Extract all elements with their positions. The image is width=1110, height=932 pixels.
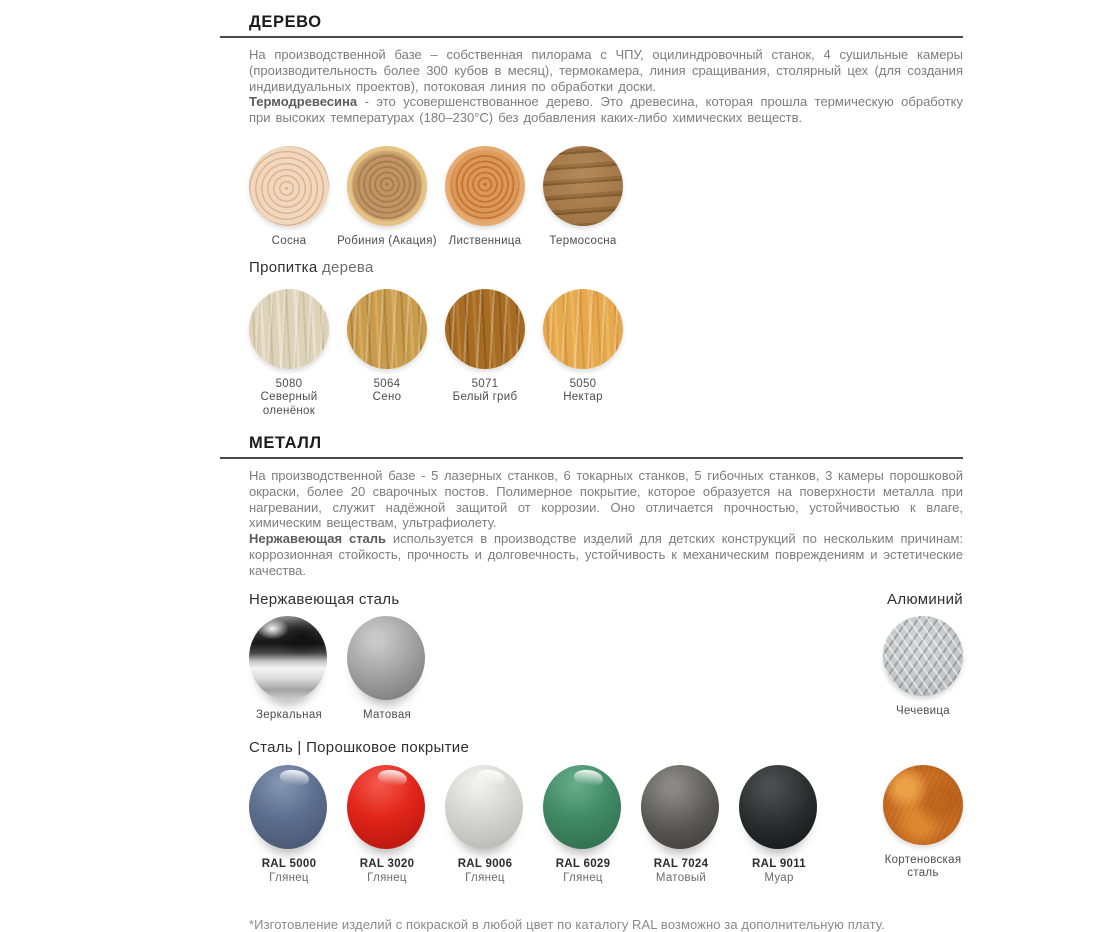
wood-type-item xyxy=(543,146,623,249)
corten-label xyxy=(861,854,985,881)
ral-code: RAL 3020 xyxy=(359,857,415,870)
stain-swatch-5071 xyxy=(445,289,525,369)
ral-footnote: *Изготовление изделий с покраской в любой цвет по каталогу RAL возможно за дополнительную плату. xyxy=(249,916,885,932)
wood-swatch-thermopine xyxy=(543,146,623,226)
impregnation-item xyxy=(249,289,329,419)
aluminum-title: Алюминий xyxy=(887,591,963,609)
wood-type-item xyxy=(445,146,525,249)
stain-name: Сено xyxy=(372,391,402,404)
metal-lead-term: Нержавеющая сталь xyxy=(249,531,387,547)
impregnation-item xyxy=(347,289,427,405)
ral-swatch-9006 xyxy=(445,765,523,849)
ral-finish: Глянец xyxy=(367,872,407,885)
ral-swatch-7024 xyxy=(641,765,719,849)
ral-finish: Глянец xyxy=(465,872,505,885)
metal-intro-paragraph xyxy=(249,468,963,578)
stainless-item xyxy=(249,616,329,723)
aluminum-label: Чечевица xyxy=(896,704,950,717)
wood-swatch-pine xyxy=(249,146,329,226)
wood-type-label: Термососна xyxy=(549,234,617,247)
ral-code: RAL 6029 xyxy=(555,857,611,870)
stain-name: Северный оленёнок xyxy=(260,391,318,417)
powder-item xyxy=(641,765,721,886)
ral-code: RAL 5000 xyxy=(261,857,317,870)
metal-lead-line xyxy=(249,531,963,578)
corten-name: Кортеновская сталь xyxy=(884,853,962,880)
impregnation-title xyxy=(249,260,963,277)
stainless-title: Нержавеющая сталь xyxy=(249,591,400,609)
ral-swatch-9011 xyxy=(739,765,817,849)
ral-code: RAL 7024 xyxy=(653,857,709,870)
wood-type-label: Робиния (Акация) xyxy=(337,234,437,247)
wood-type-item xyxy=(337,146,437,249)
ral-label xyxy=(717,858,841,886)
wood-intro-text: На производственной базе – собственная пилорама с ЧПУ, оцилиндровочный станок, 4 сушильные камеры (производительность более 300 кубов в месяц), термокамера, линия сращивания, столярный цех (для создания индивидуальных проектов), потоковая линия по обработки доски. xyxy=(249,47,963,94)
powder-row xyxy=(249,765,963,886)
stainless-row xyxy=(249,616,963,723)
ral-finish: Муар xyxy=(764,872,794,885)
stain-swatch-5080 xyxy=(249,289,329,369)
metal-intro-text: На производственной базе - 5 лазерных станков, 6 токарных станков, 5 гибочных станков, 3 камеры порошковой окраски, более 20 сварочных постов. Полимерное покрытие, которое образуется на поверхности металла при нагревании, служит надёжной защитой от коррозии. Оно отличается прочностью, устойчивостью к влаге, химическим веществам, ультрафиолету. xyxy=(249,468,963,531)
corten-swatch xyxy=(883,765,963,845)
wood-swatch-larch xyxy=(445,146,525,226)
wood-type-label: Сосна xyxy=(271,234,307,247)
ral-swatch-6029 xyxy=(543,765,621,849)
wood-swatch-acacia xyxy=(347,146,427,226)
impregnation-item xyxy=(543,289,623,405)
wood-section-title: ДЕРЕВО xyxy=(249,13,322,31)
metal-lead-rest: используется в производстве изделий для детских конструкций по нескольким причинам: коррозионная стойкость, прочность и долговечность, устойчивость к механическим повреждениям и эстетические качества. xyxy=(249,531,964,578)
stain-code: 5064 xyxy=(373,377,401,390)
impregnation-row xyxy=(249,289,963,419)
impregnation-title-strong: Пропитка xyxy=(249,259,318,277)
wood-section xyxy=(249,13,963,418)
steel-label: Матовая xyxy=(362,708,412,721)
stain-code: 5071 xyxy=(471,377,499,390)
steel-swatch-matte xyxy=(347,616,425,700)
aluminum-item xyxy=(883,616,963,719)
stain-name: Нектар xyxy=(563,391,603,404)
ral-swatch-3020 xyxy=(347,765,425,849)
stain-code: 5050 xyxy=(569,377,597,390)
wood-lead-term: Термодревесина xyxy=(249,94,358,110)
powder-item xyxy=(543,765,623,886)
ral-finish: Матовый xyxy=(655,872,707,885)
stain-name: Белый гриб xyxy=(452,391,518,404)
wood-type-item xyxy=(249,146,329,249)
metal-section-title: МЕТАЛЛ xyxy=(249,434,322,453)
steel-headings-row xyxy=(249,592,963,609)
powder-item xyxy=(739,765,819,886)
impregnation-item xyxy=(445,289,525,405)
wood-types-row xyxy=(249,146,963,249)
ral-finish: Глянец xyxy=(269,872,309,885)
stain-swatch-5050 xyxy=(543,289,623,369)
stain-code: 5080 xyxy=(275,377,303,390)
powder-title: Сталь | Порошковое покрытие xyxy=(249,739,470,757)
ral-swatch-5000 xyxy=(249,765,327,849)
aluminum-swatch-lentil xyxy=(883,616,963,696)
ral-finish: Глянец xyxy=(563,872,603,885)
ral-code: RAL 9011 xyxy=(752,857,806,870)
wood-lead-line xyxy=(249,94,963,125)
powder-item xyxy=(249,765,329,886)
stainless-item xyxy=(347,616,427,723)
steel-label: Зеркальная xyxy=(255,708,323,721)
catalog-page xyxy=(249,0,963,932)
wood-section-divider xyxy=(220,36,963,38)
metal-section-divider xyxy=(220,457,963,459)
powder-item xyxy=(445,765,525,886)
stain-swatch-5064 xyxy=(347,289,427,369)
ral-code: RAL 9006 xyxy=(457,857,513,870)
impregnation-title-light: дерева xyxy=(321,259,374,277)
wood-type-label: Лиственница xyxy=(448,234,522,247)
corten-item xyxy=(883,765,963,881)
stain-label xyxy=(521,378,645,405)
steel-swatch-mirror xyxy=(249,616,327,700)
wood-lead-rest: - это усовершенствованное дерево. Это древесина, которая прошла термическую обработку при высоких температурах (180–230°С) без добавления каких-либо химических веществ. xyxy=(249,94,963,125)
wood-intro-paragraph xyxy=(249,47,963,126)
powder-item xyxy=(347,765,427,886)
metal-section xyxy=(249,434,963,932)
